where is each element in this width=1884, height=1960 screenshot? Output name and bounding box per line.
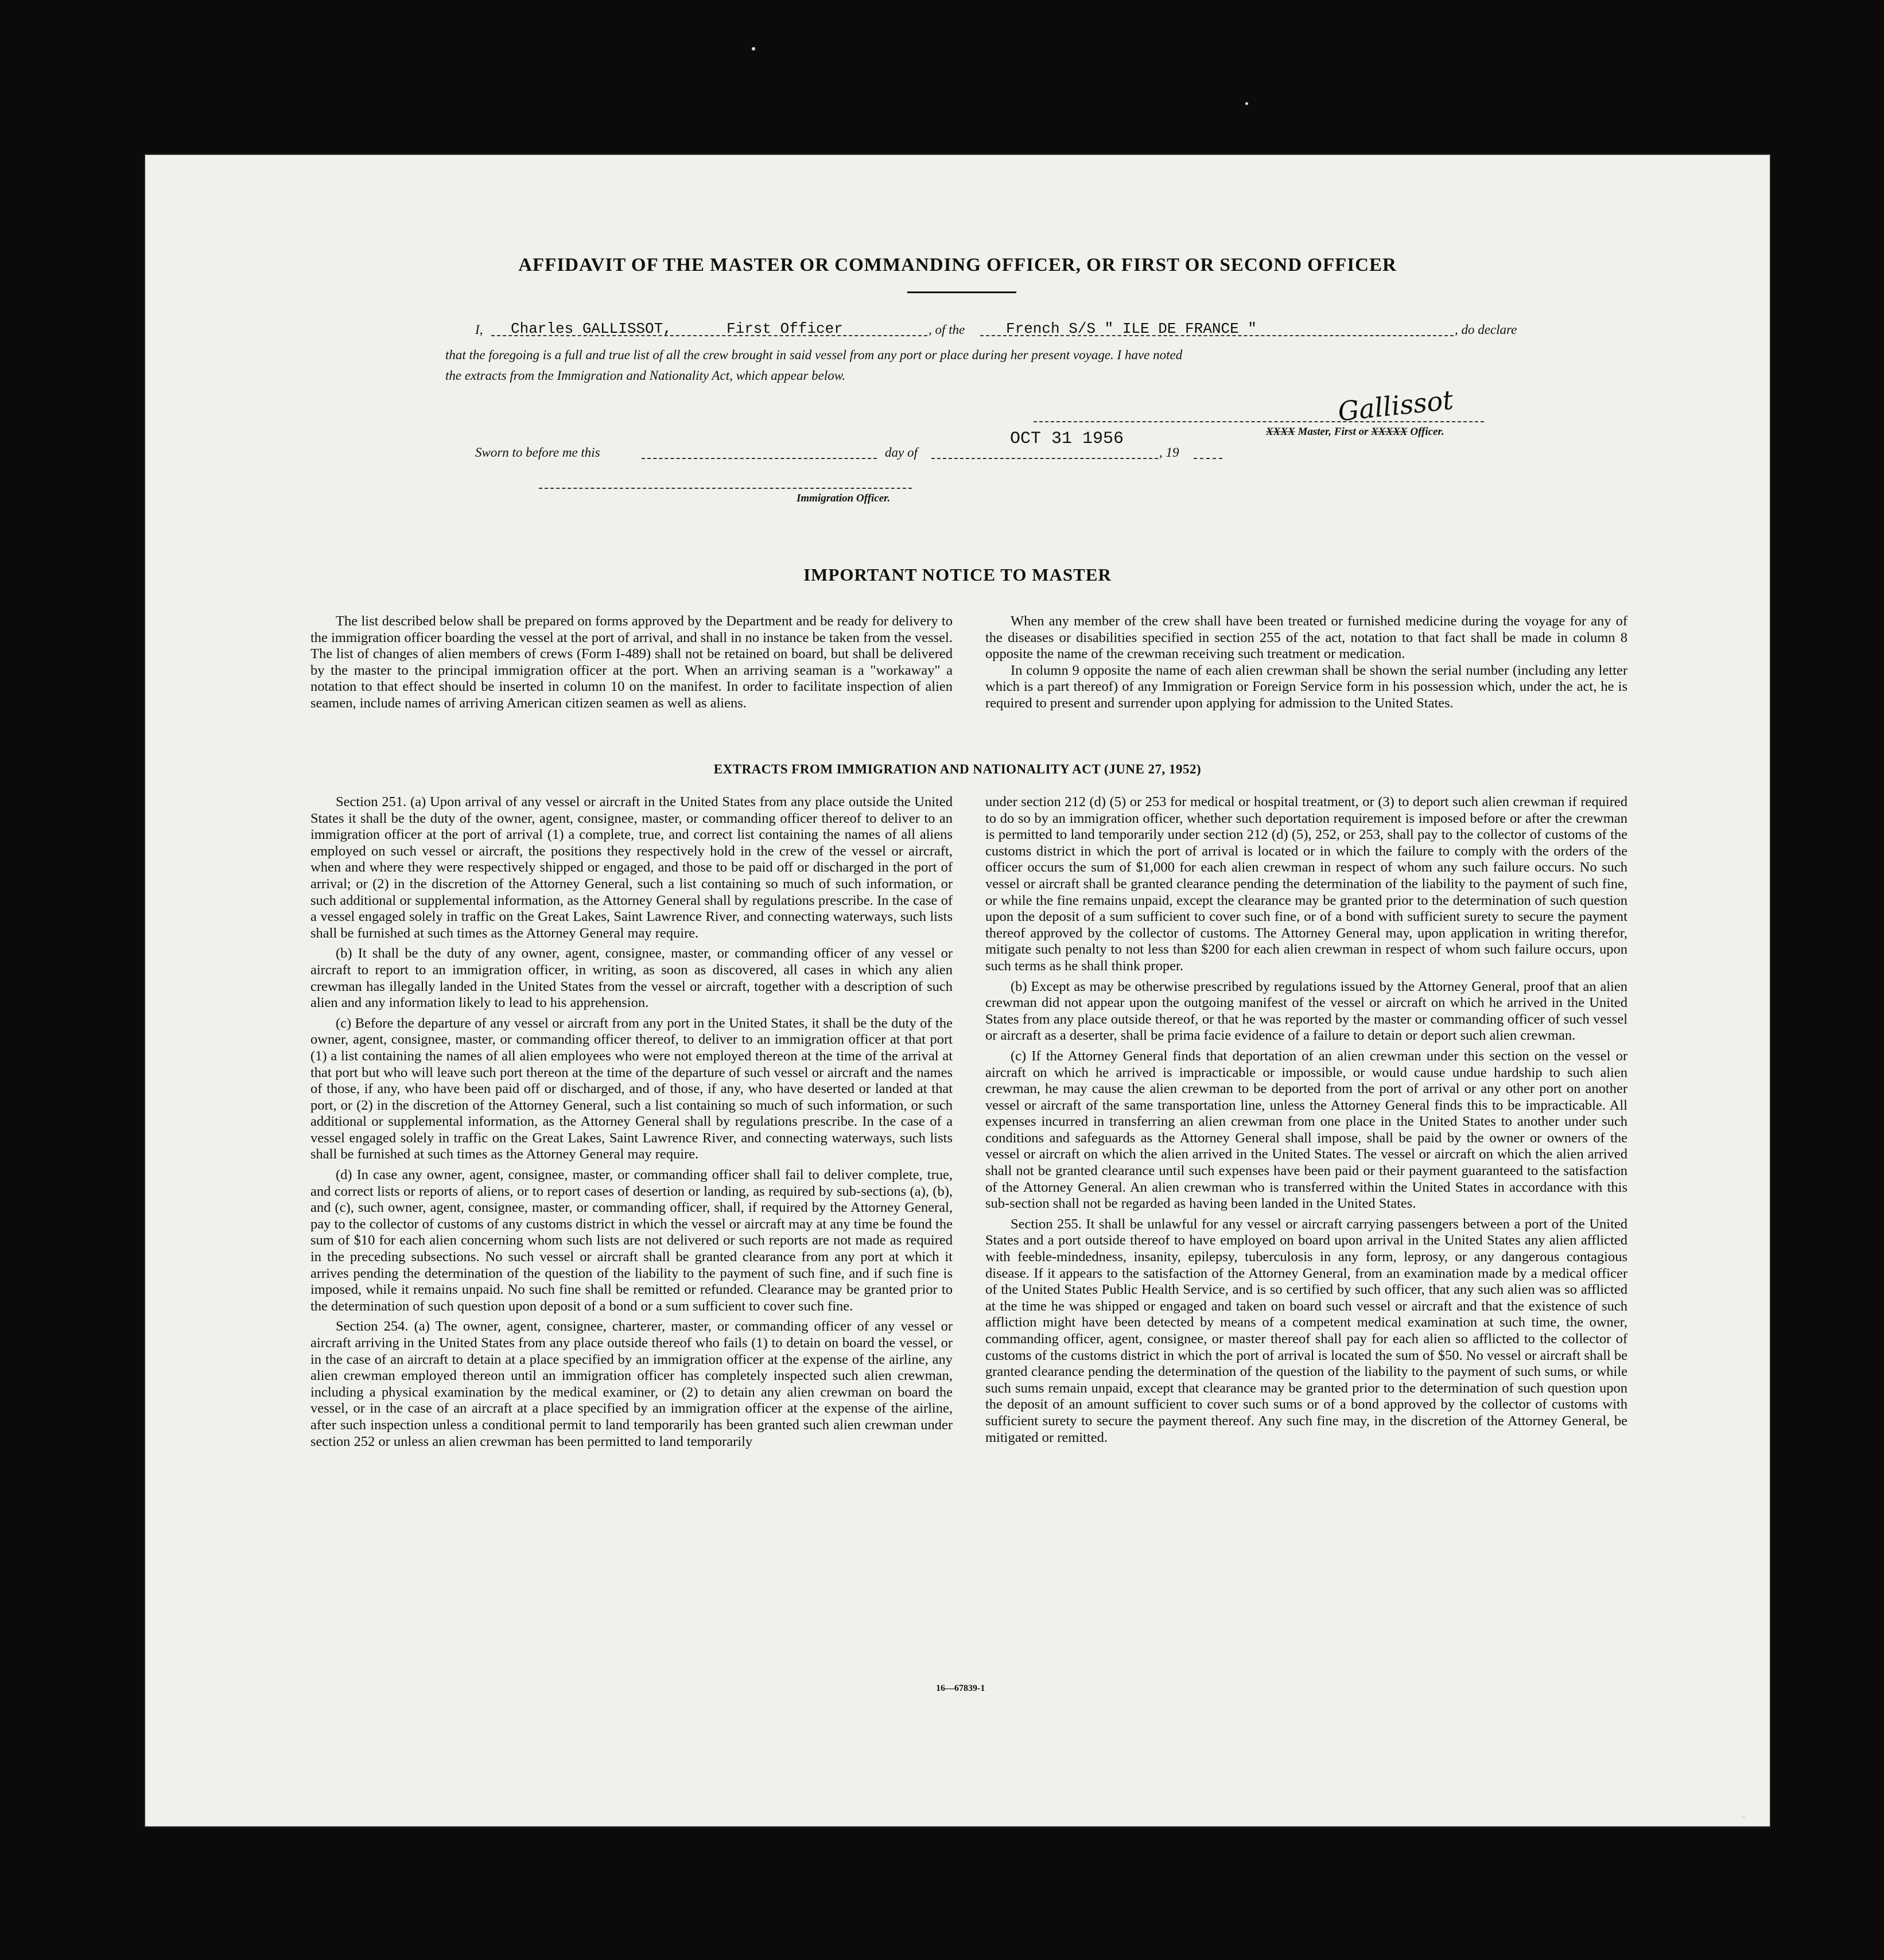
section-254-b: (b) Except as may be otherwise prescribed by regulations issued by the Attorney General, proof that an alien crewman did not appear upon the outgoing manifest of the vessel or aircraft on which he arrived in the United States from any place outside thereof, or that he was reported by the master or commanding officer of such vessel or aircraft as a deserter, shall be prima facie evidence of a failure to detain or deport such alien crewman. [985,978,1627,1044]
extracts-heading: EXTRACTS FROM IMMIGRATION AND NATIONALITY ACT (JUNE 27, 1952) [713,762,1202,776]
section-254-c: (c) If the Attorney General finds that deportation of an alien crewman under this section on the vessel or aircraft on which he arrived is impracticable or impossible, or would cause undue hardship to such alien crewman, he may cause the alien crewman to be deported from the port of arrival or any other port on another vessel or aircraft of the same transportation line, unless the Attorney General finds this to be impracticable. All expenses incurred in transferring an alien crewman from one place in the United States to another under such conditions and safeguards as the Attorney General shall impose, shall be paid by the owner or owners of the vessel or aircraft on which the alien arrived in the United States. The vessel or aircraft on which the alien arrived shall not be granted clearance until such expenses have been paid or their payment guaranteed to the satisfaction of the Attorney General. An alien crewman who is transferred within the United States in accordance with this sub-section shall not be regarded as having been landed in the United States. [985,1048,1627,1212]
notice-right-column [985,613,1627,712]
of-the-label: , of the [929,322,965,337]
declaration-line [475,321,1640,342]
declaration-body-line-1: that the foregoing is a full and true list of all the crew brought in said vessel from any port or place during her present voyage. I have noted [445,348,1183,362]
affidavit-title: AFFIDAVIT OF THE MASTER OR COMMANDING OFFICER, OR FIRST OR SECOND OFFICER [518,255,1397,275]
section-251-a: Section 251. (a) Upon arrival of any vessel or aircraft in the United States from any place outside the United States it shall be the duty of the owner, agent, consignee, master, or commanding officer thereof to deliver to an immigration officer at the port of arrival (1) a complete, true, and correct list containing the names of all aliens employed on such vessel or aircraft, the positions they respectively hold in the crew of the vessel or aircraft, when and where they were respectively shipped or engaged, and those to be paid off or discharged in the port of arrival; or (2) in the discretion of the Attorney General, such a list containing so much of such information, or such additional or supplemental information, as the Attorney General shall by regulations prescribe. In the case of a vessel engaged solely in traffic on the Great Lakes, Saint Lawrence River, and connecting waterways, such lists shall be furnished at such times as the Attorney General may require. [310,794,953,941]
signature-line [1034,421,1484,422]
day-of-label: day of [885,445,918,460]
film-speck [1742,1815,1745,1818]
film-speck [752,47,755,50]
name-filled: Charles GALLISSOT, [511,320,672,337]
caption-strike-2: XXXXX [1371,426,1408,438]
section-251-c: (c) Before the departure of any vessel or aircraft from any port in the United States, it shall be the duty of the owner, agent, consignee, master, or commanding officer thereof, to deliver to an immigration officer at that port (1) a list containing the names of all alien employees who were not employed thereon at the time of the arrival at that port but who will leave such port thereon at the time of the departure of such vessel or aircraft and the names of those, if any, who have been paid off or discharged, and of those, if any, who have deserted or landed at that port, or (2) in the discretion of the Attorney General, such a list containing so much of such information, or such additional or supplemental information, as the Attorney General shall by regulations prescribe. In the case of a vessel engaged solely in traffic on the Great Lakes, Saint Lawrence River, and connecting waterways, such lists shall be furnished at such times as the Attorney General may require. [310,1015,953,1162]
sworn-day-blank [642,458,877,459]
section-254-a-continued: under section 212 (d) (5) or 253 for medical or hospital treatment, or (3) to deport such alien crewman if required to do so by an immigration officer, whether such deportation requirement is imposed before or after the crewman is permitted to land temporarily under section 212 (d) (5), 252, or 253, shall pay to the collector of customs of the customs district in which the port of arrival is located or in which the failure to comply with the orders of the officer occurs the sum of $1,000 for each alien crewman in respect of whom any such failure occurs. No such vessel or aircraft shall be granted clearance pending the determination of the liability to the payment of such fine, or while the fine remains unpaid, except the clearance may be granted prior to the determination of such question upon the deposit of a sum sufficient to cover such fine, or of a bond with sufficient surety to secure the payment thereof approved by the collector of customs. The Attorney General may, upon application in writing therefor, mitigate such penalty to not less than $200 for each alien crewman in respect of whom such failure occurs, upon such terms as he shall think proper. [985,794,1627,974]
section-251-d: (d) In case any owner, agent, consignee, master, or commanding officer shall fail to deliver complete, true, and correct lists or reports of aliens, or to report cases of desertion or landing, as required by sub-sections (a), (b), and (c), such owner, agent, consignee, master, or commanding officer, shall, if required by the Attorney General, pay to the collector of customs of any customs district in which the vessel or aircraft may at any time be found the sum of $10 for each alien concerning whom such lists are not delivered or such reports are not made as required in the preceding subsections. No such vessel or aircraft shall be granted clearance from any port at which it arrives pending the determination of the question of the liability to the payment of such fine, and if such fine is imposed, while it remains unpaid. No such fine shall be remitted or refunded. Clearance may be granted prior to the determination of such question upon deposit of a bond or a sum sufficient to cover such fine. [310,1167,953,1314]
declaration-body-line-2: the extracts from the Immigration and Nationality Act, which appear below. [445,368,846,383]
extracts-right-column [985,794,1627,1446]
notice-right-paragraph-1: When any member of the crew shall have been treated or furnished medicine during the voyage for any of the diseases or disabilities specified in section 255 of the act, notation to that fact shall be made in column 8 opposite the name of the crewman receiving such treatment or medication. [985,613,1627,662]
document-page [144,154,1771,1827]
month-blank [931,458,1158,459]
extracts-left-column [310,794,953,1450]
rank-filled: First Officer [727,320,843,337]
notice-left-paragraph: The list described below shall be prepared on forms approved by the Department and be ready for delivery to the immigration officer boarding the vessel at the port of arrival, and shall in no instance be taken from the vessel. The list of changes of alien members of crews (Form I-489) shall not be retained on board, but shall be delivered by the master to the principal immigration officer at the port. When an arriving seaman is a "workaway" a notation to that effect should be inserted in column 10 on the manifest. In order to facilitate inspection of alien seamen, include names of arriving American citizen seamen as well as aliens. [310,613,953,711]
i-label: I, [475,322,483,337]
caption-end: Officer. [1410,426,1444,438]
notice-left-column [310,613,953,712]
year-label: , 19 [1159,445,1179,460]
sworn-label: Sworn to before me this [475,445,600,460]
immigration-officer-caption: Immigration Officer. [797,492,891,504]
officer-signature: Gallissot [1336,384,1455,427]
do-declare-label: , do declare [1455,322,1517,337]
section-255: Section 255. It shall be unlawful for any vessel or aircraft carrying passengers between a port of the United States and a port outside thereof to have employed on board upon arrival in the United States any alien afflicted with feeble-mindedness, insanity, epilepsy, tuberculosis in any form, leprosy, or any dangerous contagious disease. If it appears to the satisfaction of the Attorney General, from an examination made by a medical officer of the United States Public Health Service, and is so certified by such officer, that any such alien was so afflicted at the time he was shipped or engaged and taken on board such vessel or aircraft and that the existence of such affliction might have been detected by means of a competent medical examination at such time, the owner, commanding officer, agent, consignee, or master thereof shall pay for each alien so afflicted to the collector of customs of the customs district in which the port of arrival is located the sum of $50. No vessel or aircraft shall be granted clearance pending the determination of the question of the liability to the payment of such sums, or while such sums remain unpaid, except that clearance may be granted prior to the determination of such question upon the deposit of an amount sufficient to cover such sums or of a bond approved by the collector of customs with sufficient surety to secure the payment thereof. Any such fine may, in the discretion of the Attorney General, be mitigated or remitted. [985,1216,1627,1445]
caption-mid: Master, First or [1298,426,1369,438]
vessel-filled: French S/S " ILE DE FRANCE " [1006,320,1257,337]
form-code: 16—67839-1 [936,1683,985,1693]
section-251-b: (b) It shall be the duty of any owner, agent, consignee, master, or commanding officer of any vessel or aircraft to report to an immigration officer, in writing, as soon as discovered, all cases in which any alien crewman has illegally landed in the United States from the vessel or aircraft, together with a description of such alien and any information likely to lead to his apprehension. [310,946,953,1011]
year-blank [1194,458,1222,459]
film-speck [1245,102,1248,105]
signature-caption [1266,426,1444,438]
notice-heading: IMPORTANT NOTICE TO MASTER [803,565,1112,585]
date-stamp: OCT 31 1956 [1010,429,1124,449]
section-254-a: Section 254. (a) The owner, agent, consignee, charterer, master, or commanding officer of any vessel or aircraft arriving in the United States from any place outside thereof who fails (1) to detain on board the vessel, or in the case of an aircraft to detain at a place specified by an immigration officer at the expense of the airline, any alien crewman employed thereon until an immigration officer has completely inspected such alien crewman, including a physical examination by the medical examiner, or (2) to detain any alien crewman on board the vessel, or in the case of an aircraft at a place specified by an immigration officer at the expense of the airline, after such inspection unless a conditional permit to land temporarily has been granted such alien crewman under section 252 or unless an alien crewman has been permitted to land temporarily [310,1319,953,1449]
caption-strike-1: XXXX [1266,426,1295,438]
notice-right-paragraph-2: In column 9 opposite the name of each alien crewman shall be shown the serial number (including any letter which is a part thereof) of any Immigration or Foreign Service form in his possession which, under the act, he is required to present and surrender upon applying for admission to the United States. [985,662,1627,711]
title-underline [907,291,1016,293]
immigration-officer-line [539,488,912,489]
